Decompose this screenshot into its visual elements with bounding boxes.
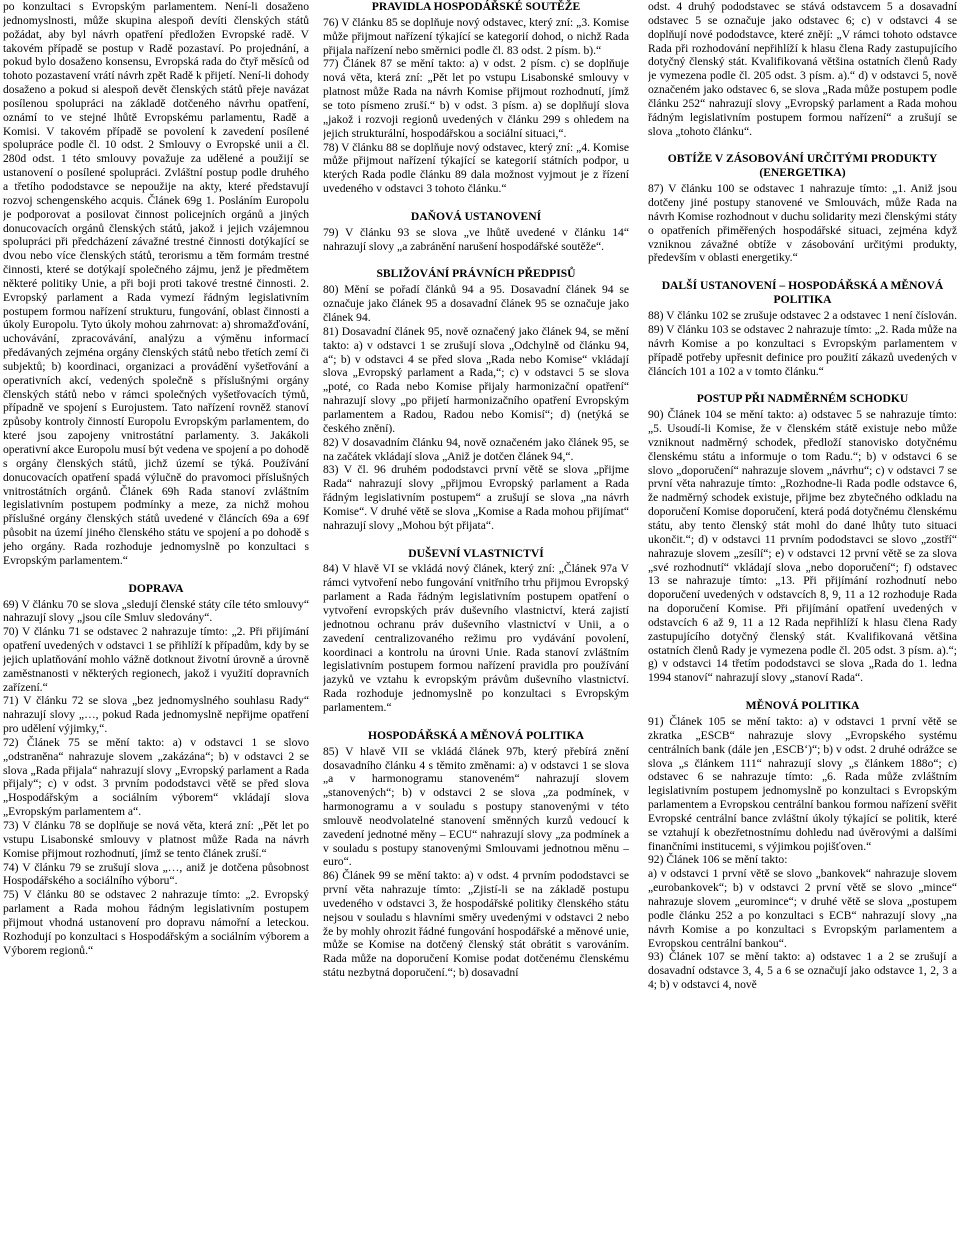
body-paragraph: 78) V článku 88 se doplňuje nový odstavec, který zní: „4. Komise může přijmout nařízení týkající se kategorií státních podpor, u kterých Rada podle článku 89 dala možnost vyjmout je z řízení uvedeného v odstavci 3 tohoto článku.“ [323,140,629,196]
section-heading: MĚNOVÁ POLITIKA [745,699,860,713]
section-heading: DUŠEVNÍ VLASTNICTVÍ [408,546,544,560]
body-paragraph: 85) V hlavě VII se vkládá článek 97b, který přebírá znění dosavadního článku 4 s těmito změnami: a) v odstavci 1 se slova „a v harmonogramu stanoveném“ nahrazují slovem „stanovených“; b) v odstavci 2 se slova „za podmínek, v harmonogramu a v souladu s postupy stanovenými v této smlouvě neodvolatelné stanovení směnných kurzů vedoucí k zavedení jednotné měny – ECU“ nahrazují slovy „za podmínek a v souladu s postupy stanovenými Smlouvami jednotnou měnu – euro“. [323,744,629,869]
body-paragraph: a) v odstavci 1 první větě se slovo „bankovek“ nahrazuje slovem „eurobankovek“; b) v odstavci 2 první větě se slovo „mince“ nahrazuje slovem „euromince“; v druhé větě se slova „postupem podle článku 252 a po konzultaci s ECB“ nahrazují slovy „na návrh Komise a po konzultaci s Evropským parlamentem a Evropskou centrální bankou“. [648,867,957,950]
section-heading: HOSPODÁŘSKÁ A MĚNOVÁ POLITIKA [367,728,585,742]
body-paragraph: 87) V článku 100 se odstavec 1 nahrazuje tímto: „1. Aniž jsou dotčeny jiné postupy stanovené ve Smlouvách, může Rada na návrh Komise rozhodnout v duchu solidarity mezi členskými státy o opatřeních přiměřených hospodářské situaci, zejména když vzniknou závažné obtíže v zásobování určitými produkty, především v oblasti energetiky.“ [648,182,957,265]
body-paragraph: 73) V článku 78 se doplňuje se nová věta, která zní: „Pět let po vstupu Lisabonské smlouvy v platnost může Rada na návrh Komise přijmout rozhodnutí, jímž se tento článek zruší.“ [3,819,309,860]
body-paragraph: odst. 4 druhý pododstavec se stává odstavcem 5 a dosavadní odstavec 5 se označuje jako odstavec 6; c) v odstavci 4 se doplňují nové pododstavce, které znějí: „V rámci tohoto odstavce Rada při rozhodování nepřihlíží k hlasu člena Rady zastupujícího dotyčný členský stát. Kvalifikovaná většina ostatních členů Rady je vymezena podle čl. 205 odst. 3 písm. a).“ d) v odstavci 5, nově označeném jako odstavec 6, se slova „Rada může postupem podle článku 252“ nahrazují slovy „Evropský parlament a Rada mohou řádným legislativním postupem formou nařízení“ a zrušují se slova „tohoto článku“. [648,0,957,138]
body-paragraph: 76) V článku 85 se doplňuje nový odstavec, který zní: „3. Komise může přijmout nařízení týkající se kategorií dohod, o nichž Rada přijala nařízení nebo směrnici podle čl. 83 odst. 2 písm. b).“ [323,15,629,57]
text-column-right [648,0,957,1260]
body-paragraph: 71) V článku 72 se slova „bez jednomyslného souhlasu Rady“ nahrazují slovy „…, pokud Rada jednomyslně nepřijme opatření pro udělení výjimky,“. [3,694,309,736]
body-paragraph: 74) V článku 79 se zrušují slova „…, aniž je dotčena působnost Hospodářského a sociálního výboru“. [3,860,309,888]
body-paragraph: 80) Mění se pořadí článků 94 a 95. Dosavadní článek 94 se označuje jako článek 95 a dosavadní článek 95 se označuje jako článek 94. [323,283,629,325]
body-paragraph: 77) Článek 87 se mění takto: a) v odst. 2 písm. c) se doplňuje nová věta, která zní: „Pět let po vstupu Lisabonské smlouvy v platnost může Rada na návrh Komise přijmout rozhodnutí, jímž se toto písmeno zruší.“ b) v odst. 3 písm. a) se doplňují slova „jakož i rozvoji regionů uvedených v článku 299 s ohledem na jejich strukturální, hospodářskou a sociální situaci,“. [323,57,629,140]
body-paragraph: 82) V dosavadním článku 94, nově označeném jako článek 95, se na začátek vkládají slova „Aniž je dotčen článek 94,“. [323,435,629,463]
body-paragraph: 88) V článku 102 se zrušuje odstavec 2 a odstavec 1 není číslován. [648,309,957,323]
body-paragraph: 81) Dosavadní článek 95, nově označený jako článek 94, se mění takto: a) v odstavci 1 se zrušují slova „Odchylně od článku 94, a“; b) v odstavci 4 se před slova „Rada nebo Komise“ vkládají slova „Evropský parlament a Rada,“; c) v odstavci 5 se slova „poté, co Rada nebo Komise přijaly harmonizační opatření“ nahrazují slovy „po přijetí harmonizačního opatření Evropským parlamentem a Radou, Radou nebo Komisí“; d) (netýká se českého znění). [323,324,629,435]
text-column-left [3,0,309,1260]
section-heading: POSTUP PŘI NADMĚRNÉM SCHODKU [696,392,909,406]
section-heading: PRAVIDLA HOSPODÁŘSKÉ SOUTĚŽE [371,0,581,13]
body-paragraph: 72) Článek 75 se mění takto: a) v odstavci 1 se slovo „odstraněna“ nahrazuje slovem „zakázána“; b) v odstavci 2 se slova „Rada přijala“ nahrazují slovy „Evropský parlament a Rada přijaly“; c) v odst. 3 prvním pododstavci větě se před slova „Hospodářským a sociálním výborem“ vkládají slova „Evropským parlamentem a“. [3,735,309,819]
body-paragraph: 75) V článku 80 se odstavec 2 nahrazuje tímto: „2. Evropský parlament a Rada mohou řádným legislativním postupem přijmout vhodná ustanovení pro dopravu námořní a leteckou. Rozhodují po konzultaci s Hospodářským a sociálním výborem a Výborem regionů.“ [3,888,309,957]
section-heading: DALŠÍ USTANOVENÍ – HOSPODÁŘSKÁ A MĚNOVÁ POLITIKA [661,279,944,307]
body-paragraph: 84) V hlavě VI se vkládá nový článek, který zní: „Článek 97a V rámci vytvoření nebo fungování vnitřního trhu přijmou Evropský parlament a Rada řádným legislativním postupem opatření o vytvoření evropských práv duševního vlastnictví, která zajistí jednotnou ochranu práv duševního vlastnictví v Unii, a o zavedení centralizovaného režimu pro vydávání povolení, koordinaci a kontrolu na úrovni Unie. Rada stanoví zvláštním legislativním postupem formou nařízení pravidla pro používání jazyků ve vztahu k evropským právům duševního vlastnictví. Rada rozhoduje jednomyslně po konzultaci s Evropským parlamentem.“ [323,562,629,714]
body-paragraph: 91) Článek 105 se mění takto: a) v odstavci 1 první větě se zkratka „ESCB“ nahrazuje slovy „Evropského systému centrálních bank (dále jen ‚ESCB‘)“; b) v odst. 2 druhé odrážce se slova „s článkem 111“ nahrazují slovy „s článkem 188o“; c) odstavec 6 se nahrazuje tímto: „6. Rada může zvláštním legislativním postupem jednomyslně po konzultaci s Evropským parlamentem a Evropskou centrální bankou formou nařízení svěřit Evropské centrální bance zvláštní úkoly týkající se politik, které se vztahují k obezřetnostnímu dohledu nad úvěrovými a dalšími finančními institucemi, s výjimkou pojišťoven.“ [648,715,957,853]
body-paragraph: 86) Článek 99 se mění takto: a) v odst. 4 prvním pododstavci se první věta nahrazuje tímto: „Zjistí-li se na základě postupu uvedeného v odstavci 3, že hospodářské politiky členského státu nejsou v souladu s hlavními směry uvedenými v odstavci 2 nebo že by mohly ohrozit řádné fungování hospodářské a měnové unie, může se Komise na dotčený členský stát obrátit s varováním. Rada může na doporučení Komise podat dotčenému členskému státu nezbytná doporučení.“; b) dosavadní [323,869,629,980]
section-heading: SBLIŽOVÁNÍ PRÁVNÍCH PŘEDPISŮ [376,267,576,281]
body-paragraph: 70) V článku 71 se odstavec 2 nahrazuje tímto: „2. Při přijímání opatření uvedených v odstavci 1 se přihlíží k případům, kdy by se jejich uplatňování mohlo vážně dotknout životní úrovně a úrovně zaměstnanosti v některých regionech, jakož i využití dopravních zařízení.“ [3,625,309,694]
body-paragraph: 92) Článek 106 se mění takto: [648,853,788,867]
section-heading: DAŇOVÁ USTANOVENÍ [410,209,542,223]
body-paragraph: 89) V článku 103 se odstavec 2 nahrazuje tímto: „2. Rada může na návrh Komise a po konzultaci s Evropským parlamentem v případě potřeby upřesnit definice pro použití zákazů uvedených v článcích 101 a 102 a v tomto článku.“ [648,322,957,378]
body-paragraph: 83) V čl. 96 druhém pododstavci první větě se slova „přijme Rada“ nahrazují slovy „přijmou Evropský parlament a Rada řádným legislativním postupem“ a zrušují se slova „na návrh Komise“. V druhé větě se slova „Komise a Rada mohou přijímat“ nahrazují slovy „Mohou být přijata“. [323,463,629,532]
section-heading: DOPRAVA [128,581,184,595]
body-paragraph: 79) V článku 93 se slova „ve lhůtě uvedené v článku 14“ nahrazují slovy „a zabránění narušení hospodářské soutěže“. [323,225,629,253]
body-paragraph: po konzultaci s Evropským parlamentem. Není-li dosaženo jednomyslnosti, může skupina alespoň devíti členských států požádat, aby byl návrh opatření předložen Evropské radě. V takovém případě se postup v Radě pozastaví. Po projednání, a pokud bylo dosaženo konsensu, Evropská rada do čtyř měsíců od tohoto pozastavení vrátí návrh zpět Radě k přijetí. Není-li dohody dosaženo a pokud si alespoň devět členských států přeje navázat posílenou spolupráci na základě dotčeného návrhu opatření, oznámí to ve stejné lhůtě Evropskému parlamentu, Radě a Komisi. V takovém případě se povolení k zavedení posílené spolupráce podle čl. 10 odst. 2 Smlouvy o Evropské unii a čl. 280d odst. 1 této smlouvy považuje za udělené a použijí se ustanovení o posílené spolupráci. Zvláštní postup podle druhého a třetího pododstavce se nepoužije na akty, které představují rozvoj schengenského acquis. Článek 69g 1. Posláním Europolu je podporovat a posilovat činnost policejních orgánů a jiných donucovacích orgánů členských států, jakož i jejich vzájemnou spolupráci při předcházení závažné trestné činnosti dotýkající se dvou nebo více členských států, terorismu a těm formám trestné činnosti, které se dotýkají společného zájmu, jenž je předmětem některé politiky Unie, a při boji proti takové trestné činnosti. 2. Evropský parlament a Rada vymezí řádným legislativním postupem formou nařízení strukturu, fungování, oblast činnosti a úkoly Europolu. Tyto úkoly mohou zahrnovat: a) shromažďování, uchovávání, zpracovávání, analýzu a výměnu informací předávaných zejména orgány členských států nebo třetích zemí či subjektů; b) koordinaci, organizaci a provádění vyšetřování a operativních akcí, vedených společně s příslušnými orgány členských států nebo v rámci společných vyšetřovacích týmů, případně ve spojení s Eurojustem. Tato nařízení rovněž stanoví způsoby kontroly činností Europolu Evropským parlamentem, do které jsou zapojeny vnitrostátní parlamenty. 3. Jakákoli operativní akce Europolu musí být vedena ve spojení a po dohodě s orgány členských států, jichž území se týká. Používání donucovacích opatření spadá výlučně do pravomoci příslušných vnitrostátních orgánů. Článek 69h Rada stanoví zvláštním legislativním postupem podmínky a meze, za nichž mohou příslušné orgány členských států uvedené v článcích 69a a 69f působit na území jiného členského státu ve spojení a po dohodě s jeho orgány. Rada rozhoduje jednomyslně po konzultaci s Evropským parlamentem.“ [3,0,309,567]
text-column-middle [323,0,629,1260]
section-heading: OBTÍŽE V ZÁSOBOVÁNÍ URČITÝMI PRODUKTY (ENERGETIKA) [667,152,938,180]
body-paragraph: 69) V článku 70 se slova „sledují členské státy cíle této smlouvy“ nahrazují slovy „jsou cíle Smluv sledovány“. [3,597,309,625]
body-paragraph: 93) Článek 107 se mění takto: a) odstavec 1 a 2 se zrušují a dosavadní odstavce 3, 4, 5 a 6 se označují jako odstavce 1, 2, 3 a 4; b) v odstavci 4, nově [648,950,957,992]
body-paragraph: 90) Článek 104 se mění takto: a) odstavec 5 se nahrazuje tímto: „5. Usoudí-li Komise, že v členském státě existuje nebo může vzniknout nadměrný schodek, předloží stanovisko dotyčnému členskému státu a informuje o tom Radu.“; b) v odstavci 6 se slovo „doporučení“ nahrazuje slovem „návrhu“; c) v odstavci 7 se první věta nahrazuje tímto: „Rozhodne-li Rada podle odstavce 6, že nadměrný schodek existuje, přijme bez zbytečného odkladu na doporučení Komise doporučení, která podá dotyčnému členskému státu, aby tento členský stát mohl do dané lhůty tuto situaci ukončit.“; d) v odstavci 11 prvním pododstavci se slovo „zostří“ nahrazuje slovem „zesílí“; e) v odstavci 12 první větě se za slova „své rozhodnutí“ vkládají slova „nebo doporučení“; f) odstavec 13 se nahrazuje tímto: „13. Při přijímání rozhodnutí nebo doporučení uvedených v odstavcích 8, 9, 11 a 12 rozhoduje Rada na doporučení Komise. Při přijímání opatření uvedených v odstavcích 6 až 9, 11 a 12 Rada nepřihlíží k hlasu člena Rady zastupujícího dotyčný členský stát. Kvalifikovaná většina ostatních členů Rady je vymezena podle čl. 205 odst. 3 písm. a).“; g) v odstavci 14 třetím pododstavci se slova „Rada do 1. ledna 1994 stanoví“ nahrazují slovy „stanoví Rada“. [648,408,957,685]
